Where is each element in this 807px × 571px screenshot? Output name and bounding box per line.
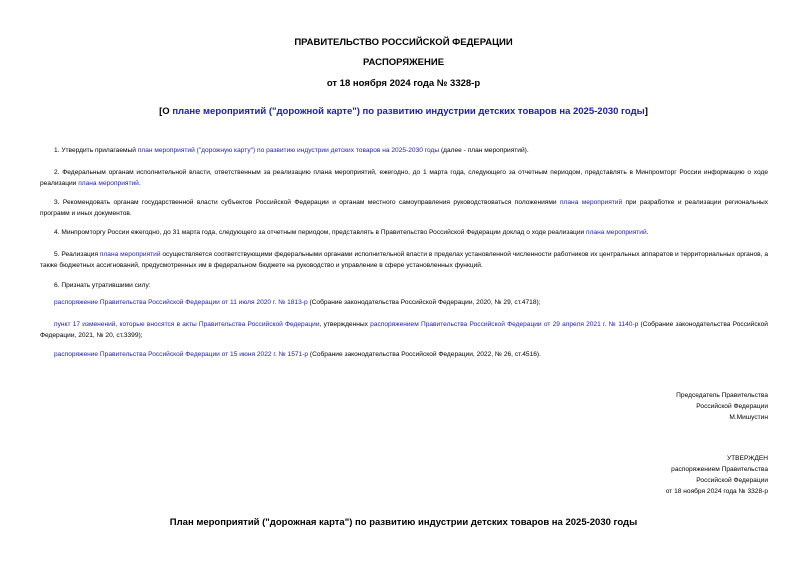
approval-line-3: Российской Федерации [696, 477, 768, 484]
document-date: от 18 ноября 2024 года № 3328-р [326, 78, 481, 89]
paragraph-3-text: 3. Рекомендовать органам государственной власти субъектов Российской Федерации и органам местного самоуправления руководствоваться положениями [54, 199, 560, 206]
paragraph-3 [40, 197, 768, 219]
title-link[interactable]: плане мероприятий ("дорожной карте") по развитию индустрии детских товаров на 2025-2030 годы [172, 106, 645, 117]
repealed-link-2b[interactable]: распоряжением Правительства Российской Федерации от 29 апреля 2021 г. № 1140-р [370, 321, 639, 328]
plan-link-5[interactable]: плана мероприятий [99, 251, 161, 258]
repealed-item-3-tail: (Собрание законодательства Российской Федерации, 2022, № 26, ст.4516). [308, 351, 541, 358]
paragraph-2-tail: . [138, 180, 141, 187]
paragraph-4-tail: . [646, 229, 649, 236]
government-heading: ПРАВИТЕЛЬСТВО РОССИЙСКОЙ ФЕДЕРАЦИИ [294, 37, 513, 48]
plan-link-4[interactable]: плана мероприятий [586, 229, 647, 236]
paragraph-5-tail: осуществляется соответствующими федеральными органами исполнительной власти в пределах установленной численности работников их центральных аппаратов и территориальных органов, а также бюджетных ассигнований, предусмотренных им в федеральном бюджете на руководство и управление в сфере установленных функций. [40, 251, 768, 269]
signature-name: М.Мишустин [729, 414, 768, 421]
repealed-link-2a[interactable]: пункт 17 изменений, которые вносятся в акты Правительства Российской Федерации [54, 321, 320, 328]
signature-country: Российской Федерации [696, 403, 768, 410]
approval-date: от 18 ноября 2024 года № 3328-р [665, 488, 768, 495]
repealed-link-3[interactable]: распоряжение Правительства Российской Федерации от 15 июня 2022 г. № 1571-р [54, 351, 309, 358]
plan-link-2[interactable]: плана мероприятий [78, 180, 139, 187]
paragraph-3-tail: при разработке и реализации региональных программ и иных документов. [40, 199, 769, 217]
repealed-item-2 [40, 319, 768, 341]
approval-line-2: распоряжением Правительства [671, 466, 768, 473]
paragraph-1-text: 1. Утвердить прилагаемый [54, 147, 138, 154]
paragraph-5 [40, 249, 768, 271]
plan-title: План мероприятий ("дорожная карта") по развитию индустрии детских товаров на 2025-2030 годы [169, 517, 638, 528]
signature-title: Председатель Правительства [676, 392, 768, 399]
repealed-item-1-tail: (Собрание законодательства Российской Федерации, 2020, № 29, ст.4718); [307, 299, 541, 306]
paragraph-4 [40, 227, 768, 238]
title-bracket-open: [О [159, 106, 173, 117]
paragraph-2 [40, 167, 768, 189]
paragraph-4-text: 4. Минпромторгу России ежегодно, до 31 марта года, следующего за отчетным периодом, представлять в Правительство Российской Федерации доклад о ходе реализации [54, 229, 587, 236]
paragraph-6: 6. Признать утратившими силу: [54, 282, 151, 289]
approval-title: УТВЕРЖДЕН [726, 455, 768, 462]
paragraph-1 [40, 145, 768, 156]
signature-block [676, 390, 768, 423]
paragraph-2-text: 2. Федеральным органам исполнительной власти, ответственным за реализацию плана мероприятий, ежегодно, до 1 марта года, следующего за отчетным периодом, представлять в Минпромторг России информацию о ходе реализации [40, 169, 768, 187]
plan-link-1[interactable]: план мероприятий ("дорожную карту") по развитию индустрии детских товаров на 2025-2030 годы [137, 147, 440, 154]
repealed-item-2-mid: , утвержденных [319, 321, 371, 328]
approval-block [666, 453, 768, 497]
document-type: РАСПОРЯЖЕНИЕ [362, 57, 445, 68]
repealed-item-1 [40, 297, 768, 308]
paragraph-5-text: 5. Реализация [54, 251, 100, 258]
repealed-item-2-tail: (Собрание законодательства Российской Федерации, 2021, № 20, ст.3399); [40, 321, 768, 339]
paragraph-1-tail: (далее - план мероприятий). [439, 147, 529, 154]
repealed-link-1[interactable]: распоряжение Правительства Российской Федерации от 11 июля 2020 г. № 1813-р [54, 299, 308, 306]
repealed-item-3 [40, 349, 768, 360]
title-bracket-close: ] [644, 106, 648, 117]
document-title [0, 106, 807, 117]
plan-link-3[interactable]: плана мероприятий [559, 199, 623, 206]
